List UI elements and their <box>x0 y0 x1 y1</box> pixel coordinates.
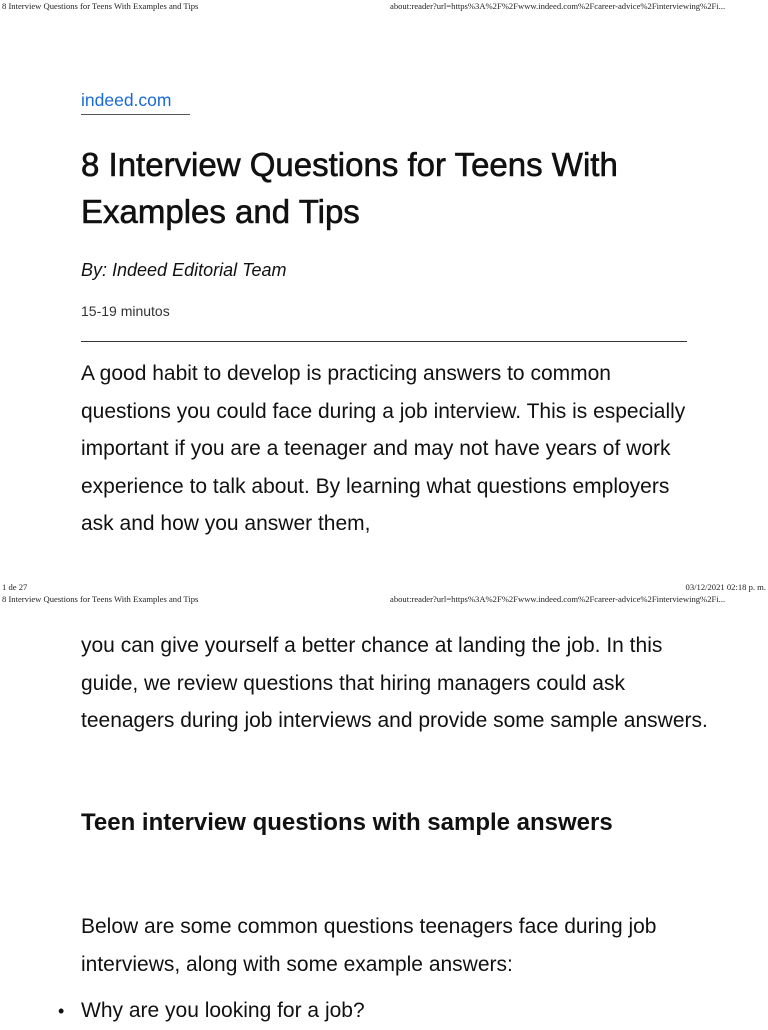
list-item <box>58 992 365 1030</box>
print-header-title: 8 Interview Questions for Teens With Examples and Tips <box>2 594 199 604</box>
print-datetime: 03/12/2021 02:18 p. m. <box>685 582 766 592</box>
site-link[interactable]: indeed.com <box>81 90 172 110</box>
print-footer <box>0 581 768 593</box>
article-byline: By: Indeed Editorial Team <box>81 260 287 280</box>
question-list <box>58 992 365 1030</box>
section-heading: Teen interview questions with sample answers <box>81 809 613 836</box>
reading-time: 15-19 minutos <box>81 303 170 319</box>
print-header-url: about:reader?url=https%3A%2F%2Fwww.indeed.com%2Fcareer-advice%2Finterviewing%2Fi... <box>390 594 726 604</box>
intro-paragraph: A good habit to develop is practicing answers to common questions you could face during a job interview. This is especially important if you are a teenager and may not have years of work experience to talk about. By learning what questions employers ask and how you answer them, <box>81 362 686 535</box>
bullet-icon: • <box>58 1001 65 1021</box>
site-link-underline <box>81 114 190 115</box>
print-header-title: 8 Interview Questions for Teens With Examples and Tips <box>2 1 199 11</box>
print-header <box>0 0 768 12</box>
title-divider <box>81 341 687 342</box>
question-text: Why are you looking for a job? <box>81 999 365 1022</box>
article-title: 8 Interview Questions for Teens With Examples and Tips <box>81 146 618 230</box>
intro-paragraph-continued: you can give yourself a better chance at landing the job. In this guide, we review questions that hiring managers could ask teenagers during job interviews and provide some sample answers. <box>81 634 708 732</box>
section-intro: Below are some common questions teenagers face during job interviews, along with some example answers: <box>81 915 657 976</box>
print-header-page-2 <box>0 593 768 605</box>
page-number: 1 de 27 <box>2 582 28 592</box>
print-header-url: about:reader?url=https%3A%2F%2Fwww.indeed.com%2Fcareer-advice%2Finterviewing%2Fi... <box>390 1 726 11</box>
